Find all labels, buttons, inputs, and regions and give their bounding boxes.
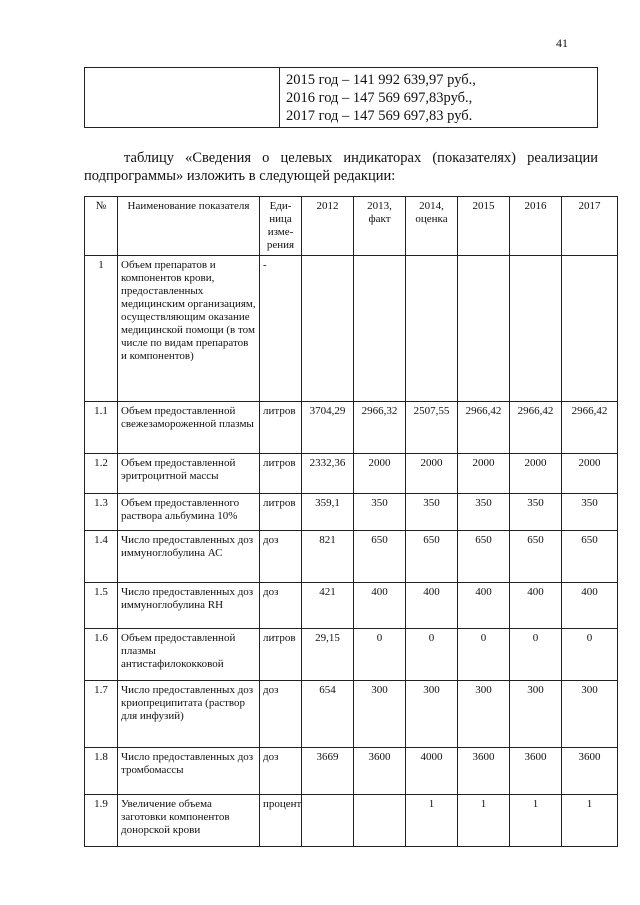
cell-2017: 2000 (562, 454, 618, 494)
cell-2012: 29,15 (302, 629, 354, 681)
cell-2012: 821 (302, 531, 354, 583)
table-row (85, 583, 618, 629)
cell-2013 (354, 795, 406, 847)
cell-unit: процент (260, 795, 302, 847)
cell-num: 1.2 (85, 454, 118, 494)
cell-name: Число предоставленных доз иммуноглобулина АС (118, 531, 260, 583)
indicators-table (84, 196, 618, 847)
cell-2015: 350 (458, 494, 510, 531)
cell-2013: 2966,32 (354, 402, 406, 454)
table-row (85, 494, 618, 531)
cell-2013: 3600 (354, 748, 406, 795)
cell-unit: литров (260, 402, 302, 454)
table-row (85, 402, 618, 454)
cell-unit: - (260, 256, 302, 402)
cell-num: 1.8 (85, 748, 118, 795)
table-row (85, 454, 618, 494)
table-row (85, 748, 618, 795)
table-row (85, 256, 618, 402)
cell-unit: литров (260, 629, 302, 681)
cell-2014: 650 (406, 531, 458, 583)
cell-2012: 3704,29 (302, 402, 354, 454)
cell-name: Объем предоставленного раствора альбумина 10% (118, 494, 260, 531)
cell-2016: 300 (510, 681, 562, 748)
funding-table (84, 67, 598, 128)
cell-2014: 2000 (406, 454, 458, 494)
cell-2016 (510, 256, 562, 402)
header-2014: 2014, оценка (406, 197, 458, 256)
cell-2012: 421 (302, 583, 354, 629)
header-2012: 2012 (302, 197, 354, 256)
cell-2013: 0 (354, 629, 406, 681)
header-2017: 2017 (562, 197, 618, 256)
cell-2015: 650 (458, 531, 510, 583)
cell-2012: 359,1 (302, 494, 354, 531)
cell-2014: 300 (406, 681, 458, 748)
cell-2013: 2000 (354, 454, 406, 494)
table-row (85, 531, 618, 583)
cell-2016: 2000 (510, 454, 562, 494)
table-header-row (85, 197, 618, 256)
header-unit: Еди-ница изме-рения (260, 197, 302, 256)
cell-2015: 300 (458, 681, 510, 748)
page-number: 41 (556, 36, 568, 50)
cell-num: 1.1 (85, 402, 118, 454)
cell-num: 1.7 (85, 681, 118, 748)
cell-2013: 650 (354, 531, 406, 583)
cell-2016: 0 (510, 629, 562, 681)
cell-2016: 3600 (510, 748, 562, 795)
cell-name: Объем предоставленной плазмы антистафилококковой (118, 629, 260, 681)
cell-2015: 2966,42 (458, 402, 510, 454)
cell-2012: 2332,36 (302, 454, 354, 494)
cell-2016: 1 (510, 795, 562, 847)
header-name: Наименование показателя (118, 197, 260, 256)
cell-name: Увеличение объема заготовки компонентов донорской крови (118, 795, 260, 847)
cell-2017: 3600 (562, 748, 618, 795)
cell-unit: доз (260, 748, 302, 795)
cell-name: Объем препаратов и компонентов крови, предоставленных медицинским организациям, осуществляющим оказание медицинской помощи (в том числе по видам препаратов и компонентов) (118, 256, 260, 402)
funding-line-2016: 2016 год – 147 569 697,83руб., (286, 90, 473, 106)
funding-empty-cell (85, 68, 280, 128)
cell-2017: 2966,42 (562, 402, 618, 454)
cell-name: Число предоставленных доз криопреципитата (раствор для инфузий) (118, 681, 260, 748)
cell-2015: 400 (458, 583, 510, 629)
cell-2012: 654 (302, 681, 354, 748)
cell-2016: 2966,42 (510, 402, 562, 454)
cell-2017: 650 (562, 531, 618, 583)
intro-paragraph (84, 149, 598, 185)
funding-line-2015: 2015 год – 141 992 639,97 руб., (286, 72, 476, 88)
cell-num: 1.3 (85, 494, 118, 531)
cell-2017: 350 (562, 494, 618, 531)
header-2016: 2016 (510, 197, 562, 256)
funding-years-cell (280, 68, 598, 128)
table-row (85, 681, 618, 748)
cell-2013: 300 (354, 681, 406, 748)
cell-num: 1.4 (85, 531, 118, 583)
cell-name: Число предоставленных доз иммуноглобулина RH (118, 583, 260, 629)
cell-2015 (458, 256, 510, 402)
cell-2015: 0 (458, 629, 510, 681)
cell-2012: 3669 (302, 748, 354, 795)
funding-line-2017: 2017 год – 147 569 697,83 руб. (286, 108, 473, 124)
cell-2017: 1 (562, 795, 618, 847)
header-2013: 2013, факт (354, 197, 406, 256)
table-body (85, 256, 618, 847)
funding-row (85, 68, 598, 128)
cell-2014: 1 (406, 795, 458, 847)
cell-2013: 400 (354, 583, 406, 629)
cell-unit: доз (260, 583, 302, 629)
cell-2014: 0 (406, 629, 458, 681)
cell-unit: доз (260, 531, 302, 583)
cell-2015: 2000 (458, 454, 510, 494)
cell-2014: 400 (406, 583, 458, 629)
cell-num: 1.5 (85, 583, 118, 629)
cell-num: 1 (85, 256, 118, 402)
cell-unit: литров (260, 454, 302, 494)
cell-2014: 2507,55 (406, 402, 458, 454)
cell-2017 (562, 256, 618, 402)
cell-2016: 650 (510, 531, 562, 583)
cell-2015: 1 (458, 795, 510, 847)
cell-2012 (302, 256, 354, 402)
intro-text: таблицу «Сведения о целевых индикаторах (показателях) реализации подпрограммы» изложить в следующей редакции: (84, 150, 598, 184)
cell-2014: 350 (406, 494, 458, 531)
cell-2012 (302, 795, 354, 847)
header-num: № (85, 197, 118, 256)
cell-2014 (406, 256, 458, 402)
table-row (85, 629, 618, 681)
cell-2013 (354, 256, 406, 402)
cell-2013: 350 (354, 494, 406, 531)
cell-name: Объем предоставленной свежезамороженной плазмы (118, 402, 260, 454)
cell-2017: 0 (562, 629, 618, 681)
cell-name: Число предоставленных доз тромбомассы (118, 748, 260, 795)
cell-2016: 350 (510, 494, 562, 531)
cell-name: Объем предоставленной эритроцитной массы (118, 454, 260, 494)
table-row (85, 795, 618, 847)
cell-2016: 400 (510, 583, 562, 629)
cell-num: 1.6 (85, 629, 118, 681)
cell-unit: доз (260, 681, 302, 748)
cell-unit: литров (260, 494, 302, 531)
cell-2017: 400 (562, 583, 618, 629)
cell-2015: 3600 (458, 748, 510, 795)
cell-num: 1.9 (85, 795, 118, 847)
header-2015: 2015 (458, 197, 510, 256)
cell-2017: 300 (562, 681, 618, 748)
cell-2014: 4000 (406, 748, 458, 795)
